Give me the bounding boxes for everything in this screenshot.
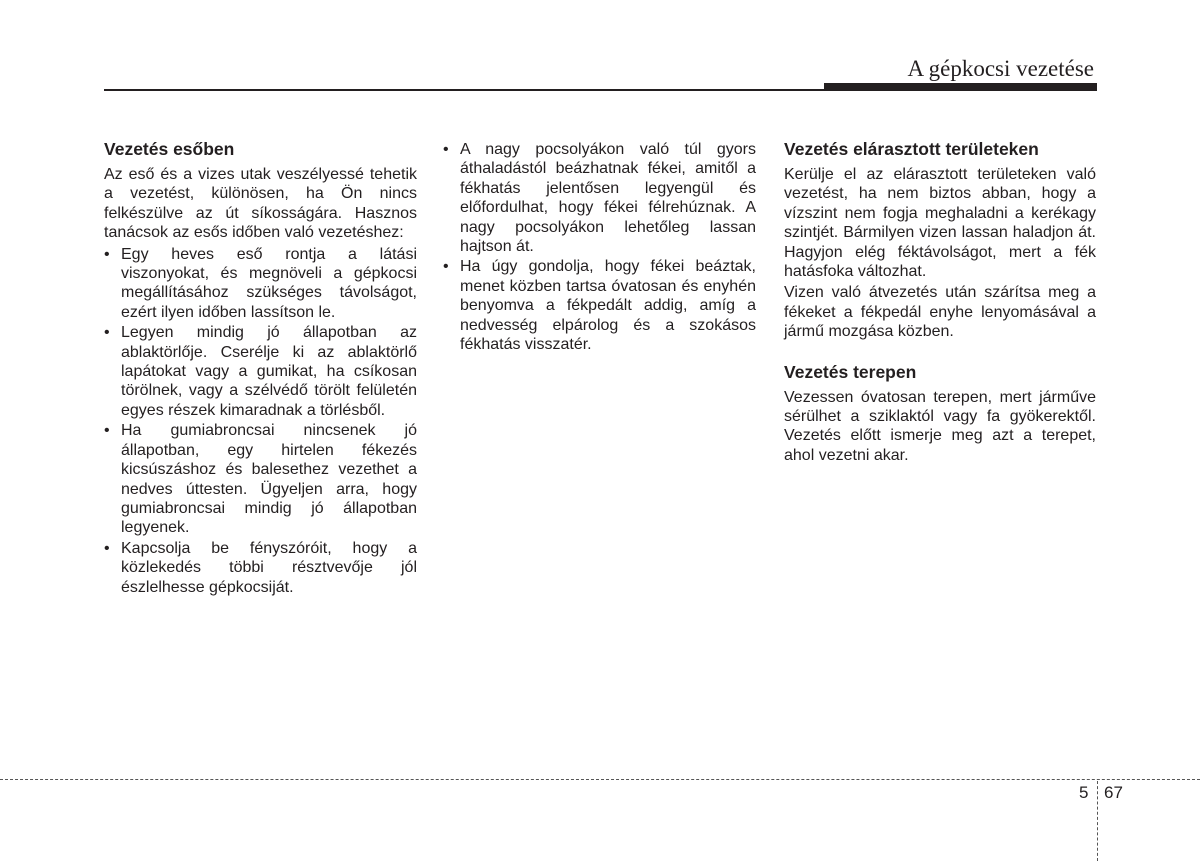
footer-page-divider	[1097, 781, 1099, 861]
offroad-paragraph: Vezessen óvatosan terepen, mert járműve sérülhet a sziklaktól vagy fa gyökerektől. Vezetés előtt ismerje meg azt a terepet, ahol vezetni akar.	[784, 388, 1096, 464]
section-heading-flooded: Vezetés elárasztott területeken	[784, 139, 1039, 159]
flooded-paragraph-1: Kerülje el az elárasztott területeken való vezetést, ha nem biztos abban, hogy a vízszint nem fogja meghaladni a kerékagy szintjét. Bármilyen vizen lassan haladjon át. Hagyjon elég féktávolságot, mert a fék hatásfoka változhat.	[784, 166, 1096, 281]
header-rule-thin	[104, 89, 824, 91]
section-spacer	[784, 344, 1096, 362]
flooded-paragraph-2: Vizen való átvezetés után szárítsa meg a fékeket a fékpedál enyhe lenyomásával a jármű mozgása közben.	[784, 284, 1096, 341]
list-item: • A nagy pocsolyákon való túl gyors áthaladástól beázhatnak fékei, amitől a fékhatás jelentősen legyengül és előfordulhat, hogy fékei félrehúznak. A nagy pocsolyákon lehetőleg lassan hajtson át.	[443, 141, 756, 256]
header-rule-thick	[824, 83, 1097, 91]
bullet-icon: •	[104, 539, 110, 557]
column-2	[443, 140, 756, 355]
column-3	[784, 139, 1096, 467]
puddle-tips-list	[443, 140, 756, 354]
rain-intro-paragraph: Az eső és a vizes utak veszélyessé tehetik a vezetést, különösen, ha Ön nincs felkészülve az út síkosságára. Hasznos tanácsok az esős időben való vezetéshez:	[104, 166, 417, 242]
chapter-number: 5	[1079, 783, 1089, 802]
list-item: • Ha úgy gondolja, hogy fékei beáztak, menet közben tartsa óvatosan és enyhén benyomva a fékpedált addig, amíg a nedvesség elpárolog és a szokásos fékhatás visszatér.	[443, 258, 756, 354]
list-item: • Ha gumiabroncsai nincsenek jó állapotban, egy hirtelen fékezés kicsúszáshoz és balesethez vezethet a nedves úttesten. Ügyeljen arra, hogy gumiabroncsai mindig jó állapotban legyenek.	[104, 422, 417, 537]
page-header-title: A gépkocsi vezetése	[907, 56, 1094, 81]
page-number: 67	[1104, 783, 1123, 802]
rain-tips-list	[104, 245, 417, 597]
list-item: • Egy heves eső rontja a látási viszonyokat, és megnöveli a gépkocsi megállításához szükséges távolságot, ezért ilyen időben lassítson le.	[104, 245, 417, 321]
bullet-icon: •	[104, 324, 110, 342]
column-1	[104, 139, 417, 598]
list-item: • Kapcsolja be fényszóróit, hogy a közlekedés többi résztvevője jól észlelhesse gépkocsiját.	[104, 539, 417, 596]
list-item: • Legyen mindig jó állapotban az ablaktörlője. Cserélje ki az ablaktörlő lapátokat vagy a gumikat, ha csíkosan törölnek, vagy a szélvédő törölt felületén egyes részek kimaradnak a törlésből.	[104, 324, 417, 419]
bullet-icon: •	[104, 245, 110, 263]
bullet-icon: •	[443, 141, 449, 158]
section-heading-offroad: Vezetés terepen	[784, 361, 917, 382]
footer-dashed-rule	[0, 779, 1200, 780]
bullet-icon: •	[104, 422, 110, 440]
section-heading-rain: Vezetés esőben	[104, 139, 235, 159]
bullet-icon: •	[443, 258, 449, 276]
